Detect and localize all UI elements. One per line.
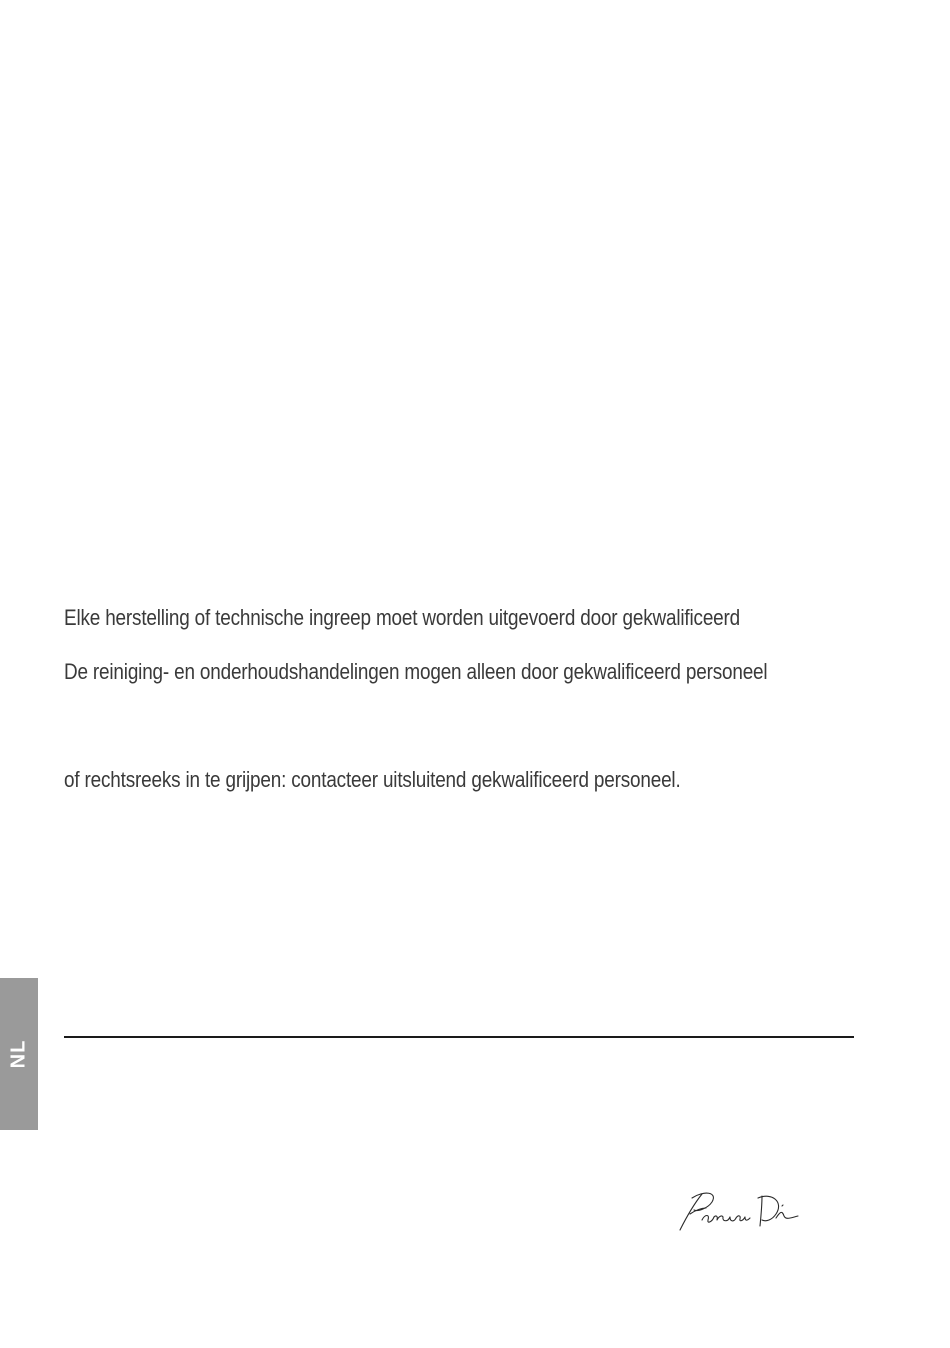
body-text-line: of rechtsreeks in te grijpen: contacteer uitsluitend gekwalificeerd personeel. — [64, 767, 681, 792]
handwritten-signature-icon — [672, 1186, 802, 1236]
signature-divider-line — [64, 1036, 854, 1038]
body-text-line: Elke herstelling of technische ingreep moet worden uitgevoerd door gekwalificeerd — [64, 605, 741, 630]
language-tab-label: NL — [7, 1039, 30, 1069]
language-tab — [0, 978, 38, 1130]
body-text-line: De reiniging- en onderhoudshandelingen mogen alleen door gekwalificeerd personeel — [64, 659, 768, 684]
